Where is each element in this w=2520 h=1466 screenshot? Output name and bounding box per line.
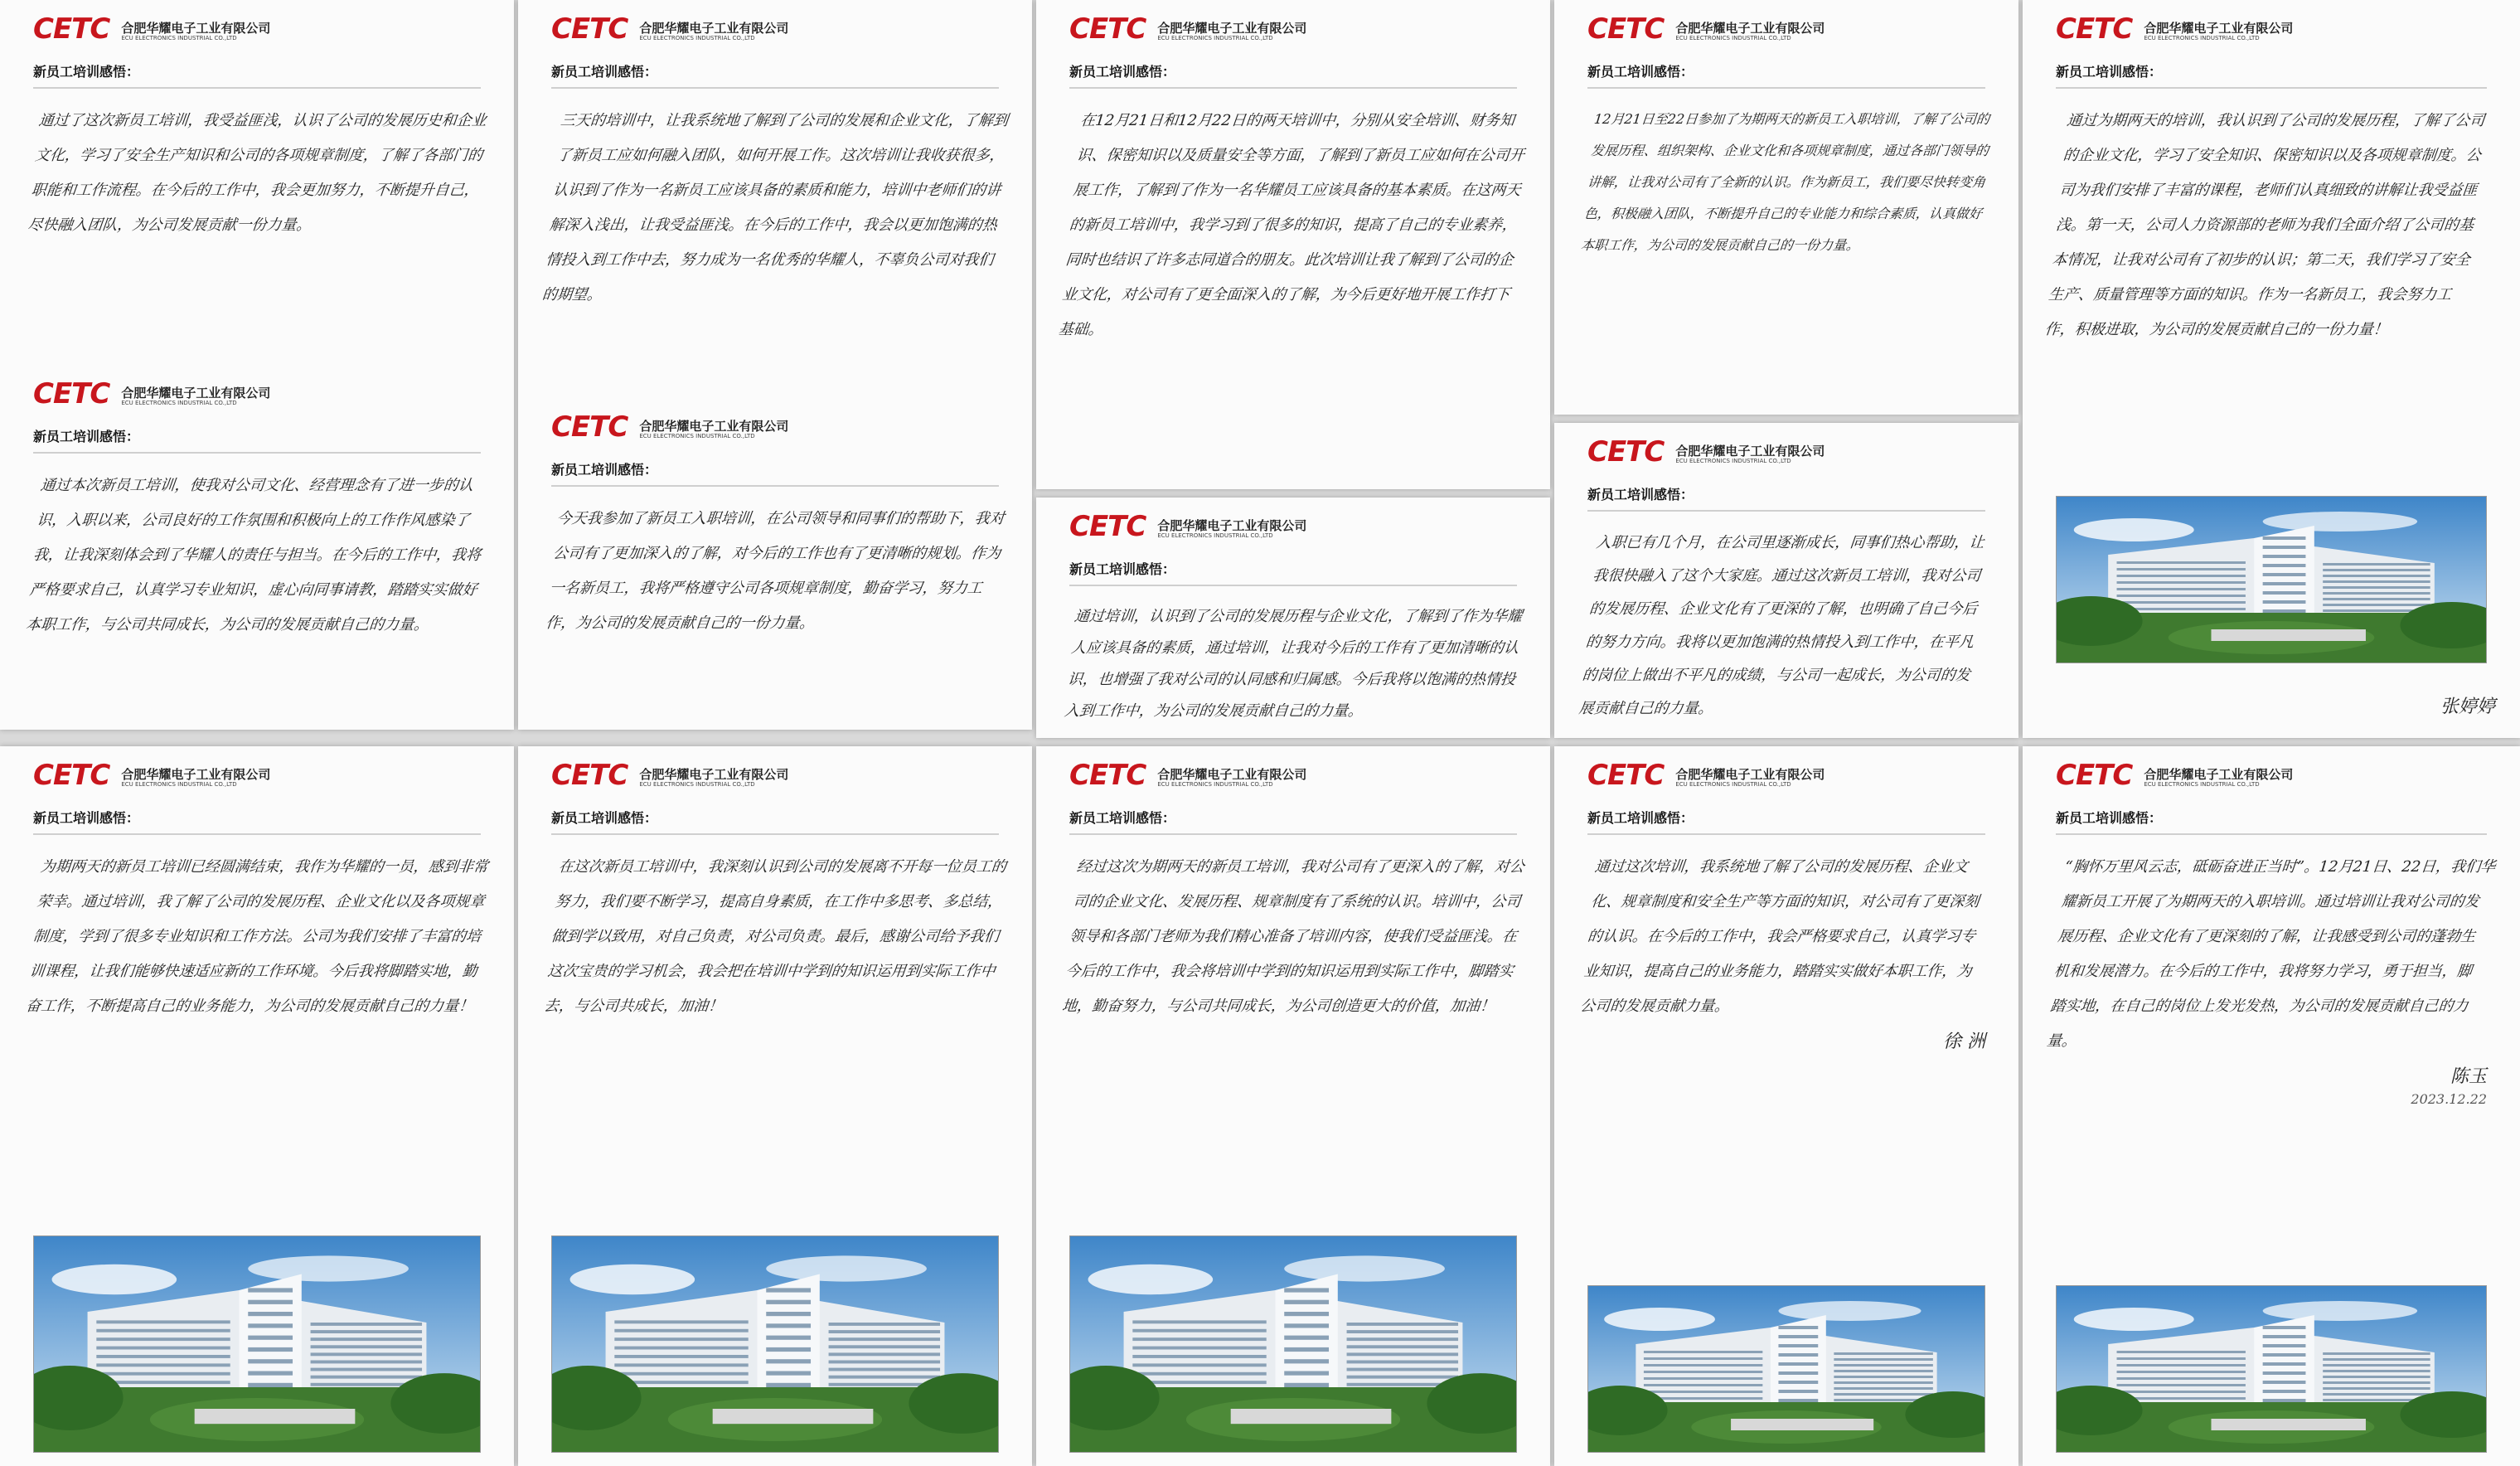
building-photo bbox=[33, 1235, 481, 1453]
building-photo bbox=[2056, 496, 2487, 663]
company-name: 合肥华耀电子工业有限公司 bbox=[1675, 20, 1825, 36]
cetc-logo: CETC bbox=[33, 12, 110, 46]
letter-page bbox=[1554, 423, 2018, 738]
letter-page bbox=[1036, 498, 1550, 738]
handwritten-body: 经过这次为期两天的新员工培训，我对公司有了更深入的了解，对公司的企业文化、发展历程、规章制度有了系统的认识。培训中，公司领导和各部门老师为我们精心准备了培训内容，使我们受益匪浅。在今后的工作中，我会将培训中学到的知识运用到实际工作中，脚踏实地，勤奋努力，与公司共同成长，为公司创造更大的价值，加油！ bbox=[1061, 858, 1525, 1015]
letterhead bbox=[1069, 507, 1517, 541]
company-name: 合肥华耀电子工业有限公司 bbox=[2144, 20, 2294, 36]
handwritten-body: 在12月21日和12月22日的两天培训中，分别从安全培训、财务知识、保密知识以及质量安全等方面，了解到了新员工应如何在公司开展工作，了解到了作为一名华耀员工应该具备的基本素质。在这两天的新员工培训中，我学习到了很多的知识，提高了自己的专业素养，同时也结识了许多志同道合的朋友。此次培训让我了解到了公司的企业文化，对公司有了更全面深入的了解，为今后更好地开展工作打下基础。 bbox=[1057, 112, 1525, 338]
building-photo bbox=[551, 1235, 999, 1453]
cetc-logo: CETC bbox=[2056, 759, 2133, 792]
handwritten-body: 入职已有几个月，在公司里逐渐成长，同事们热心帮助，让我很快融入了这个大家庭。通过这次新员工培训，我对公司的发展历程、企业文化有了更深的了解，也明确了自己今后的努力方向。我将以更加饱满的热情投入到工作中，在平凡的岗位上做出不平凡的成绩，与公司一起成长，为公司的发展贡献自己的力量。 bbox=[1577, 534, 1985, 717]
letter-page bbox=[0, 365, 514, 730]
document-sheet bbox=[2023, 746, 2520, 1466]
company-name: 合肥华耀电子工业有限公司 bbox=[1157, 766, 1307, 782]
company-name-en: ECU ELECTRONICS INDUSTRIAL CO.,LTD bbox=[121, 34, 237, 41]
document-sheet bbox=[1036, 498, 1550, 738]
handwritten-body: “胸怀万里风云志，砥砺奋进正当时”。12月21日、22日，我们华耀新员工开展了为期两天的入职培训。通过培训让我对公司的发展历程、企业文化有了更深刻的了解，让我感受到公司的蓬勃生机和发展潜力。在今后的工作中，我将努力学习，勇于担当，脚踏实地，在自己的岗位上发光发热，为公司的发展贡献自己的力量。 bbox=[2045, 858, 2497, 1050]
letterhead bbox=[551, 10, 999, 46]
page-title: 新员工培训感悟： bbox=[551, 459, 999, 487]
page-title: 新员工培训感悟： bbox=[1587, 808, 1985, 835]
handwritten-body: 通过为期两天的培训，我认识到了公司的发展历程，了解了公司的企业文化，学习了安全知识、保密知识以及各项规章制度。公司为我们安排了丰富的课程，老师们认真细致的讲解让我受益匪浅。第一天，公司人力资源部的老师为我们全面介绍了公司的基本情况，让我对公司有了初步的认识；第二天，我们学习了安全生产、质量管理等方面的知识。作为一名新员工，我会努力工作，积极进取，为公司的发展贡献自己的一份力量！ bbox=[2043, 112, 2486, 338]
building-illustration bbox=[2057, 1286, 2486, 1452]
document-sheet bbox=[0, 746, 514, 1466]
handwritten-body: 为期两天的新员工培训已经圆满结束，我作为华耀的一员，感到非常荣幸。通过培训，我了解了公司的发展历程、企业文化以及各项规章制度，学到了很多专业知识和工作方法。公司为我们安排了丰富的培训课程，让我们能够快速适应新的工作环境。今后我将脚踏实地，勤奋工作，不断提高自己的业务能力，为公司的发展贡献自己的力量！ bbox=[25, 858, 489, 1015]
building-illustration bbox=[1588, 1286, 1984, 1452]
document-sheet bbox=[1554, 0, 2018, 415]
page-title: 新员工培训感悟： bbox=[1069, 808, 1517, 835]
handwritten-body: 12月21日至22日参加了为期两天的新员工入职培训，了解了公司的发展历程、组织架构、企业文化和各项规章制度，通过各部门领导的讲解，让我对公司有了全新的认识。作为新员工，我们要尽快转变角色，积极融入团队，不断提升自己的专业能力和综合素质，认真做好本职工作，为公司的发展贡献自己的一份力量。 bbox=[1580, 111, 1991, 253]
cetc-logo: CETC bbox=[551, 410, 628, 444]
letterhead bbox=[33, 756, 481, 792]
signature: 徐 洲 bbox=[1943, 1032, 1985, 1052]
company-name-en: ECU ELECTRONICS INDUSTRIAL CO.,LTD bbox=[1157, 780, 1273, 788]
company-name-en: ECU ELECTRONICS INDUSTRIAL CO.,LTD bbox=[2144, 34, 2260, 41]
building-illustration bbox=[552, 1236, 998, 1452]
company-name: 合肥华耀电子工业有限公司 bbox=[639, 418, 789, 434]
cetc-logo: CETC bbox=[1587, 435, 1665, 468]
building-photo bbox=[1069, 1235, 1517, 1453]
company-name: 合肥华耀电子工业有限公司 bbox=[121, 766, 271, 782]
company-name-en: ECU ELECTRONICS INDUSTRIAL CO.,LTD bbox=[1675, 457, 1791, 464]
document-sheet bbox=[1036, 746, 1550, 1466]
cetc-logo: CETC bbox=[33, 759, 110, 792]
cetc-logo: CETC bbox=[551, 12, 628, 46]
company-name-en: ECU ELECTRONICS INDUSTRIAL CO.,LTD bbox=[1675, 780, 1791, 788]
letterhead bbox=[1069, 10, 1517, 46]
building-photo bbox=[1587, 1285, 1985, 1453]
cetc-logo: CETC bbox=[33, 377, 110, 410]
page-title: 新员工培训感悟： bbox=[1587, 484, 1985, 512]
page-title: 新员工培训感悟： bbox=[1069, 559, 1517, 586]
cetc-logo: CETC bbox=[1587, 12, 1665, 46]
company-name-en: ECU ELECTRONICS INDUSTRIAL CO.,LTD bbox=[1157, 34, 1273, 41]
page-title: 新员工培训感悟： bbox=[33, 426, 481, 454]
letter-page bbox=[1036, 0, 1550, 489]
cetc-logo: CETC bbox=[1069, 510, 1146, 543]
building-photo bbox=[2056, 1285, 2487, 1453]
signature-date: 2023.12.22 bbox=[2411, 1091, 2487, 1107]
company-name-en: ECU ELECTRONICS INDUSTRIAL CO.,LTD bbox=[639, 432, 755, 439]
company-name: 合肥华耀电子工业有限公司 bbox=[1157, 20, 1307, 36]
company-name: 合肥华耀电子工业有限公司 bbox=[639, 20, 789, 36]
company-name-en: ECU ELECTRONICS INDUSTRIAL CO.,LTD bbox=[639, 780, 755, 788]
document-sheet bbox=[0, 0, 514, 730]
letterhead bbox=[551, 756, 999, 792]
page-title: 新员工培训感悟： bbox=[551, 61, 999, 89]
company-name-en: ECU ELECTRONICS INDUSTRIAL CO.,LTD bbox=[1675, 34, 1791, 41]
company-name-en: ECU ELECTRONICS INDUSTRIAL CO.,LTD bbox=[1157, 532, 1273, 539]
letterhead bbox=[1587, 433, 1985, 466]
page-title: 新员工培训感悟： bbox=[551, 808, 999, 835]
document-sheet bbox=[1036, 0, 1550, 489]
letter-page bbox=[0, 746, 514, 1466]
handwritten-body: 三天的培训中，让我系统地了解到了公司的发展和企业文化，了解到了新员工应如何融入团队，如何开展工作。这次培训让我收获很多，认识到了作为一名新员工应该具备的素质和能力，培训中老师们的讲解深入浅出，让我受益匪浅。在今后的工作中，我会以更加饱满的热情投入到工作中去，努力成为一名优秀的华耀人，不辜负公司对我们的期望。 bbox=[540, 112, 1010, 303]
letter-page bbox=[0, 0, 514, 365]
building-illustration bbox=[2057, 497, 2486, 663]
letterhead bbox=[2056, 756, 2487, 792]
signature: 张婷婷 bbox=[2440, 697, 2495, 717]
letter-page bbox=[1036, 746, 1550, 1466]
company-name: 合肥华耀电子工业有限公司 bbox=[1157, 517, 1307, 533]
page-title: 新员工培训感悟： bbox=[1587, 61, 1985, 89]
page-title: 新员工培训感悟： bbox=[33, 61, 481, 89]
letter-page bbox=[1554, 0, 2018, 415]
cetc-logo: CETC bbox=[1069, 12, 1146, 46]
handwritten-body: 通过本次新员工培训，使我对公司文化、经营理念有了进一步的认识，入职以来，公司良好的工作氛围和积极向上的工作作风感染了我，让我深刻体会到了华耀人的责任与担当。在今后的工作中，我将严格要求自己，认真学习专业知识，虚心向同事请教，踏踏实实做好本职工作，与公司共同成长，为公司的发展贡献自己的力量。 bbox=[25, 477, 482, 633]
company-name: 合肥华耀电子工业有限公司 bbox=[639, 766, 789, 782]
company-name: 合肥华耀电子工业有限公司 bbox=[2144, 766, 2294, 782]
page-title: 新员工培训感悟： bbox=[1069, 61, 1517, 89]
document-sheet bbox=[1554, 423, 2018, 738]
letter-page bbox=[2023, 0, 2520, 738]
company-name: 合肥华耀电子工业有限公司 bbox=[1675, 443, 1825, 459]
company-name-en: ECU ELECTRONICS INDUSTRIAL CO.,LTD bbox=[639, 34, 755, 41]
company-name: 合肥华耀电子工业有限公司 bbox=[121, 385, 271, 400]
cetc-logo: CETC bbox=[2056, 12, 2133, 46]
company-name: 合肥华耀电子工业有限公司 bbox=[1675, 766, 1825, 782]
letterhead bbox=[2056, 10, 2487, 46]
document-sheet bbox=[518, 0, 1032, 730]
letter-page bbox=[518, 398, 1032, 730]
handwritten-body: 今天我参加了新员工入职培训，在公司领导和同事们的帮助下，我对公司有了更加深入的了解，对今后的工作也有了更清晰的规划。作为一名新员工，我将严格遵守公司各项规章制度，勤奋学习，努力工作，为公司的发展贡献自己的一份力量。 bbox=[545, 510, 1006, 632]
letterhead bbox=[1587, 756, 1985, 792]
company-name: 合肥华耀电子工业有限公司 bbox=[121, 20, 271, 36]
letterhead bbox=[1069, 756, 1517, 792]
handwritten-body: 在这次新员工培训中，我深刻认识到公司的发展离不开每一位员工的努力，我们要不断学习，提高自身素质，在工作中多思考、多总结，做到学以致用，对自己负责，对公司负责。最后，感谢公司给予我们这次宝贵的学习机会，我会把在培训中学到的知识运用到实际工作中去，与公司共成长，加油！ bbox=[543, 858, 1007, 1015]
company-name-en: ECU ELECTRONICS INDUSTRIAL CO.,LTD bbox=[121, 399, 237, 406]
cetc-logo: CETC bbox=[1587, 759, 1665, 792]
letter-page bbox=[518, 746, 1032, 1466]
signature bbox=[2056, 1062, 2487, 1109]
building-illustration bbox=[34, 1236, 480, 1452]
letterhead bbox=[33, 375, 481, 408]
letter-page bbox=[2023, 746, 2520, 1466]
handwritten-body: 通过培训，认识到了公司的发展历程与企业文化，了解到了作为华耀人应该具备的素质，通过培训，让我对今后的工作有了更加清晰的认识，也增强了我对公司的认同感和归属感。今后我将以饱满的热情投入到工作中，为公司的发展贡献自己的力量。 bbox=[1063, 608, 1524, 720]
page-title: 新员工培训感悟： bbox=[2056, 808, 2487, 835]
handwritten-body: 通过这次培训，我系统地了解了公司的发展历程、企业文化、规章制度和安全生产等方面的知识，对公司有了更深刻的认识。在今后的工作中，我会严格要求自己，认真学习专业知识，提高自己的业务能力，踏踏实实做好本职工作，为公司的发展贡献力量。 bbox=[1579, 858, 1980, 1015]
building-illustration bbox=[1070, 1236, 1516, 1452]
cetc-logo: CETC bbox=[1069, 759, 1146, 792]
letterhead bbox=[33, 10, 481, 46]
company-name-en: ECU ELECTRONICS INDUSTRIAL CO.,LTD bbox=[121, 780, 237, 788]
letter-page bbox=[1554, 746, 2018, 1466]
letter-page bbox=[518, 0, 1032, 390]
handwritten-body: 通过了这次新员工培训，我受益匪浅，认识了公司的发展历史和企业文化，学习了安全生产知识和公司的各项规章制度，了解了各部门的职能和工作流程。在今后的工作中，我会更加努力，不断提升自己，尽快融入团队，为公司发展贡献一份力量。 bbox=[27, 112, 487, 234]
letterhead bbox=[1587, 10, 1985, 46]
company-name-en: ECU ELECTRONICS INDUSTRIAL CO.,LTD bbox=[2144, 780, 2260, 788]
letterhead bbox=[551, 408, 999, 444]
cetc-logo: CETC bbox=[551, 759, 628, 792]
document-sheet bbox=[518, 746, 1032, 1466]
page-title: 新员工培训感悟： bbox=[33, 808, 481, 835]
page-title: 新员工培训感悟： bbox=[2056, 61, 2487, 89]
signature-name: 陈玉 bbox=[2450, 1066, 2487, 1087]
document-sheet bbox=[2023, 0, 2520, 738]
document-sheet bbox=[1554, 746, 2018, 1466]
